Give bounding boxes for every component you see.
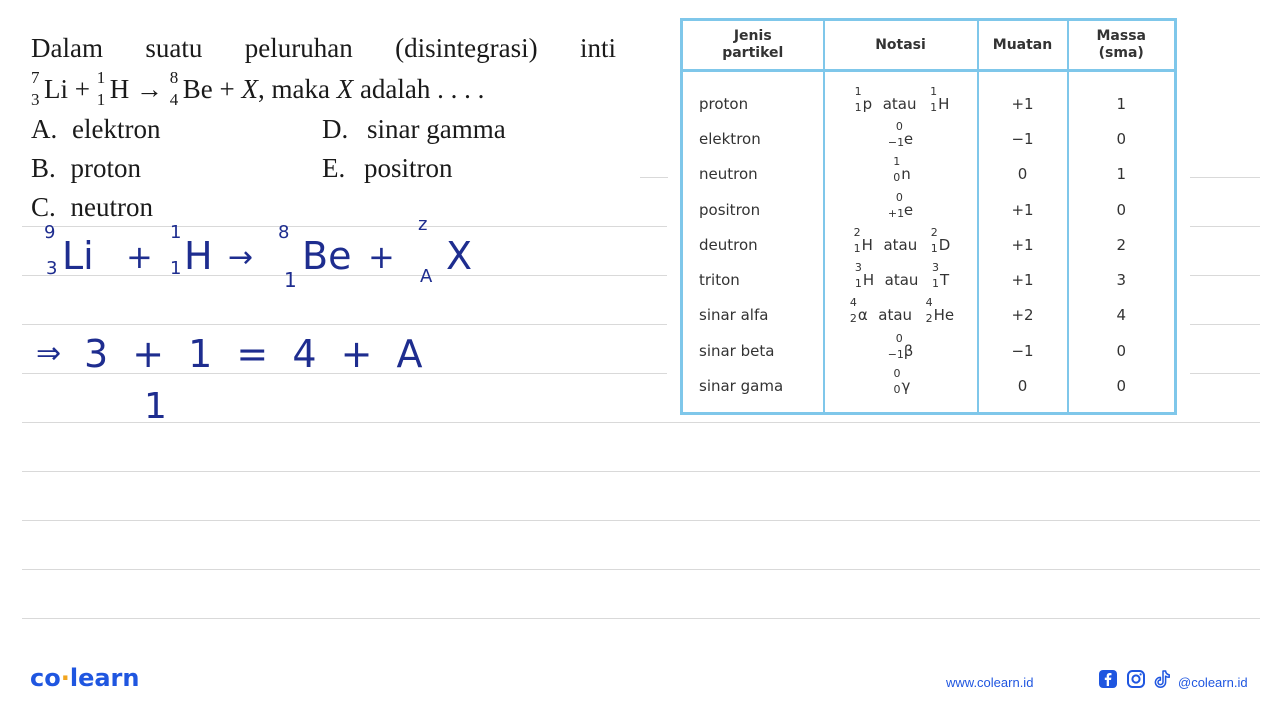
particle-name: positron bbox=[699, 200, 761, 219]
question-tail: , maka bbox=[257, 74, 337, 104]
option-letter: A. bbox=[31, 114, 58, 144]
particle-name: neutron bbox=[699, 165, 758, 184]
particle-mass: 0 bbox=[1068, 368, 1176, 413]
hw-li-atomic: 3 bbox=[46, 258, 58, 279]
rule-line bbox=[1190, 226, 1260, 227]
particle-charge: −1 bbox=[978, 121, 1068, 156]
rule-line bbox=[640, 177, 668, 178]
table-row bbox=[682, 227, 1176, 262]
table-row bbox=[682, 157, 1176, 192]
arrow: → bbox=[135, 74, 163, 104]
hw-be-atomic: 1 bbox=[284, 268, 297, 292]
colearn-logo: co·learn bbox=[30, 664, 140, 692]
particle-charge: −1 bbox=[978, 333, 1068, 368]
nuclide-h: 1 1 H bbox=[96, 68, 130, 109]
option-letter: C. bbox=[31, 192, 56, 222]
rule-line bbox=[22, 471, 1260, 472]
particle-notation: 0 0 γ bbox=[824, 368, 978, 413]
particle-mass: 1 bbox=[1068, 157, 1176, 192]
particle-charge: +1 bbox=[978, 71, 1068, 122]
plus-sign: + bbox=[74, 74, 90, 104]
particle-charge: +1 bbox=[978, 192, 1068, 227]
particle-mass: 0 bbox=[1068, 333, 1176, 368]
table-row bbox=[682, 121, 1176, 156]
particle-name: sinar alfa bbox=[699, 306, 769, 325]
nuclide-be: 8 4 Be bbox=[169, 68, 213, 109]
particle-charge: 0 bbox=[978, 157, 1068, 192]
hw-x-atomic: A bbox=[420, 266, 433, 287]
rule-line bbox=[22, 569, 1260, 570]
facebook-icon[interactable] bbox=[1098, 669, 1118, 689]
hw-h-mass: 1 bbox=[170, 222, 182, 243]
option-a[interactable] bbox=[31, 114, 160, 145]
question-reaction bbox=[31, 68, 485, 109]
question-tail: adalah . . . . bbox=[353, 74, 485, 104]
question-word: (disintegrasi) bbox=[395, 33, 538, 63]
hw-li-mass: 9 bbox=[44, 222, 56, 243]
option-text: neutron bbox=[70, 192, 153, 222]
particle-notation: 0 −1 e bbox=[824, 121, 978, 156]
footer-handle[interactable]: @colearn.id bbox=[1178, 675, 1248, 690]
hw-x: X bbox=[446, 234, 473, 278]
header-notasi: Notasi bbox=[824, 20, 978, 71]
nuclide-li: 7 3 Li bbox=[31, 68, 68, 109]
rule-line bbox=[1190, 373, 1260, 374]
tiktok-icon[interactable] bbox=[1152, 669, 1172, 689]
rule-line bbox=[1190, 177, 1260, 178]
hw-implies-arrow: ⇒ bbox=[36, 336, 62, 371]
table-row bbox=[682, 298, 1176, 333]
particle-notation: 3 1 H atau 3 1 T bbox=[824, 262, 978, 297]
instagram-icon[interactable] bbox=[1126, 669, 1146, 689]
table-header-row bbox=[682, 20, 1176, 71]
particle-notation: 2 1 H atau 2 1 D bbox=[824, 227, 978, 262]
option-text: proton bbox=[70, 153, 142, 183]
rule-line bbox=[22, 422, 1260, 423]
particle-name: proton bbox=[699, 94, 749, 113]
option-d[interactable] bbox=[322, 114, 506, 145]
particle-table bbox=[680, 18, 1177, 415]
particle-name: triton bbox=[699, 271, 740, 290]
header-jenis-partikel: Jenis partikel bbox=[682, 20, 824, 71]
rule-line bbox=[22, 324, 667, 325]
particle-notation: 4 2 α atau 4 2 He bbox=[824, 298, 978, 333]
particle-notation: 1 1 p atau 1 1 H bbox=[824, 71, 978, 122]
option-letter: D. bbox=[322, 114, 349, 144]
particle-name: deutron bbox=[699, 235, 758, 254]
hw-be-mass: 8 bbox=[278, 222, 290, 243]
particle-mass: 0 bbox=[1068, 192, 1176, 227]
particle-name: elektron bbox=[699, 129, 761, 148]
hw-x-mass: z bbox=[418, 214, 428, 235]
option-text: elektron bbox=[72, 114, 161, 144]
footer-url[interactable]: www.colearn.id bbox=[946, 675, 1034, 690]
particle-notation: 0 −1 β bbox=[824, 333, 978, 368]
table-row bbox=[682, 333, 1176, 368]
option-letter: B. bbox=[31, 153, 56, 183]
option-b[interactable] bbox=[31, 153, 141, 184]
particle-charge: +1 bbox=[978, 262, 1068, 297]
hw-arrow: → bbox=[228, 240, 254, 275]
question-word: inti bbox=[579, 33, 616, 63]
rule-line bbox=[22, 520, 1260, 521]
option-c[interactable] bbox=[31, 192, 153, 223]
particle-charge: +2 bbox=[978, 298, 1068, 333]
rule-line bbox=[22, 618, 1260, 619]
particle-mass: 0 bbox=[1068, 121, 1176, 156]
header-massa: Massa (sma) bbox=[1068, 20, 1176, 71]
option-text: sinar gamma bbox=[367, 114, 506, 144]
table-row bbox=[682, 262, 1176, 297]
header-muatan: Muatan bbox=[978, 20, 1068, 71]
particle-charge: +1 bbox=[978, 227, 1068, 262]
particle-notation: 0 +1 e bbox=[824, 192, 978, 227]
table-row bbox=[682, 192, 1176, 227]
hw-result: 1 bbox=[144, 386, 167, 427]
unknown-x: X bbox=[241, 74, 258, 104]
particle-charge: 0 bbox=[978, 368, 1068, 413]
rule-line bbox=[22, 226, 667, 227]
table-row bbox=[682, 71, 1176, 122]
rule-line bbox=[1190, 324, 1260, 325]
table-row bbox=[682, 368, 1176, 413]
particle-name: sinar gama bbox=[699, 377, 784, 396]
particle-mass: 4 bbox=[1068, 298, 1176, 333]
particle-mass: 2 bbox=[1068, 227, 1176, 262]
unknown-x: X bbox=[336, 74, 354, 104]
hw-h: H bbox=[184, 234, 213, 278]
particle-name: sinar beta bbox=[699, 341, 775, 360]
question-word: suatu bbox=[145, 33, 203, 63]
hw-plus: + bbox=[368, 238, 395, 276]
question-word: Dalam bbox=[31, 33, 103, 63]
option-letter: E. bbox=[322, 153, 346, 183]
rule-line bbox=[1190, 275, 1260, 276]
question-line-1 bbox=[31, 33, 616, 64]
hw-plus: + bbox=[126, 238, 153, 276]
plus-sign: + bbox=[219, 74, 242, 104]
question-word: peluruhan bbox=[244, 33, 353, 63]
hw-equation: 3 + 1 = 4 + A bbox=[84, 332, 429, 376]
option-e[interactable] bbox=[322, 153, 453, 184]
hw-h-atomic: 1 bbox=[170, 258, 182, 279]
hw-li: Li bbox=[62, 234, 94, 278]
particle-mass: 3 bbox=[1068, 262, 1176, 297]
hw-be: Be bbox=[302, 234, 352, 278]
particle-mass: 1 bbox=[1068, 71, 1176, 122]
option-text: positron bbox=[364, 153, 453, 183]
particle-notation: 1 0 n bbox=[824, 157, 978, 192]
